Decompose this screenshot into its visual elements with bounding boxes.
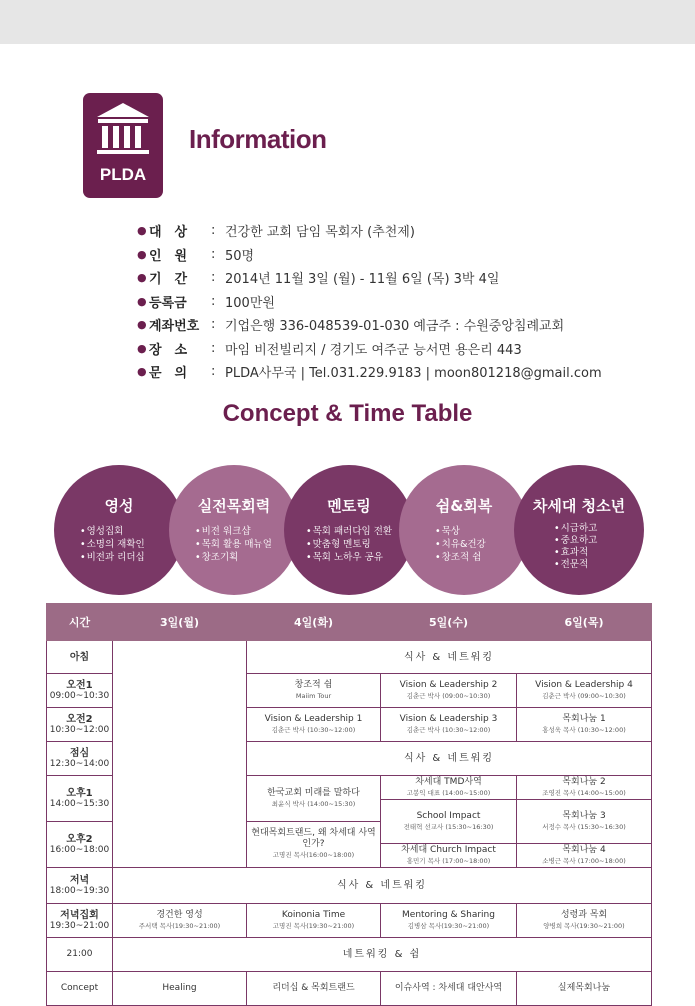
info-label: 인 원 bbox=[149, 248, 188, 264]
circle-item: • 창조기획 bbox=[195, 551, 272, 564]
info-row-period: ● 기 간 : 2014년 11월 3일 (월) - 11월 6일 (목) 3박 4일 bbox=[137, 270, 500, 288]
event-cell: 목회나눔 3 서정수 목사 (15:30~16:30) bbox=[517, 800, 652, 844]
circle-item: • 비전 워크샵 bbox=[195, 525, 272, 538]
circle-item: • 맞춤형 멘토링 bbox=[306, 538, 392, 551]
day3-empty-cell bbox=[113, 641, 247, 868]
plda-logo bbox=[83, 93, 163, 198]
circle-item: • 창조적 쉼 bbox=[435, 551, 486, 564]
info-value: 50명 bbox=[225, 248, 255, 264]
circle-item: • 효과적 bbox=[554, 547, 597, 559]
header-time: 시간 bbox=[47, 604, 113, 641]
info-label: 대 상 bbox=[149, 225, 188, 241]
row-night bbox=[47, 938, 652, 972]
event-cell: Mentoring & Sharing 김병삼 목사(19:30~21:00) bbox=[381, 904, 517, 938]
circle-title: 영성 bbox=[104, 497, 134, 515]
bullet-icon: ● bbox=[137, 365, 147, 379]
circle-title: 멘토링 bbox=[327, 497, 371, 515]
event-cell: 현대목회트랜드, 왜 차세대 사역인가? 고명진 목사(16:00~18:00) bbox=[247, 822, 381, 868]
merged-cell: 식사 & 네트워킹 bbox=[113, 868, 652, 904]
building-columns-icon bbox=[93, 101, 153, 159]
info-label: 등록금 bbox=[149, 295, 187, 311]
info-row-account: ● 계좌번호 : 기업은행 336-048539-01-030 예금주 : 수원중앙침례교회 bbox=[137, 317, 565, 335]
logo-text: PLDA bbox=[99, 165, 147, 184]
circle-item: • 치유&건강 bbox=[435, 538, 486, 551]
info-row-fee: ● 등록금 : 100만원 bbox=[137, 293, 275, 311]
circle-item: • 전문적 bbox=[554, 559, 597, 571]
circle-title: 쉼&회복 bbox=[435, 497, 493, 515]
bullet-icon: ● bbox=[137, 294, 147, 308]
row-label: 아침 bbox=[47, 641, 113, 674]
bullet-icon: ● bbox=[137, 224, 147, 238]
row-concept bbox=[47, 972, 652, 1006]
info-row-place: ● 장 소 : 마임 비전빌리지 / 경기도 여주군 능서면 용은리 443 bbox=[137, 340, 522, 358]
row-label: 오전2 10:30~12:00 bbox=[47, 708, 113, 742]
concept-cell: 실제목회나눔 bbox=[517, 972, 652, 1006]
info-label: 문 의 bbox=[149, 366, 188, 382]
concept-circle-mentoring bbox=[284, 465, 414, 595]
row-label: 오후2 16:00~18:00 bbox=[47, 822, 113, 868]
info-value: 2014년 11월 3일 (월) - 11월 6일 (목) 3박 4일 bbox=[225, 272, 500, 288]
info-value: 기업은행 336-048539-01-030 예금주 : 수원중앙침례교회 bbox=[225, 319, 565, 335]
concept-title: Concept & Time Table bbox=[222, 400, 473, 427]
info-value: PLDA사무국 | Tel.031.229.9183 | moon801218@gmail.com bbox=[225, 366, 602, 382]
row-breakfast bbox=[47, 641, 652, 674]
bullet-icon: ● bbox=[137, 318, 147, 332]
circle-item: • 비전과 리더십 bbox=[80, 551, 145, 564]
header-day6: 6일(목) bbox=[517, 604, 652, 641]
event-cell: School Impact 전태혁 선교사 (15:30~16:30) bbox=[381, 800, 517, 844]
circle-item: • 시급하고 bbox=[554, 523, 597, 535]
concept-circle-practice bbox=[169, 465, 299, 595]
circle-item: • 소명의 재확인 bbox=[80, 538, 145, 551]
top-band bbox=[0, 0, 695, 44]
info-row-contact: ● 문 의 : PLDA사무국 | Tel.031.229.9183 | moon801218@gmail.com bbox=[137, 364, 602, 382]
circle-item: • 목회 활용 매뉴얼 bbox=[195, 538, 272, 551]
concept-cell: 리더십 & 목회트랜드 bbox=[247, 972, 381, 1006]
header-day3: 3일(월) bbox=[113, 604, 247, 641]
event-cell: Vision & Leadership 3 김춘근 박사 (10:30~12:00) bbox=[381, 708, 517, 742]
row-label: 오전1 09:00~10:30 bbox=[47, 674, 113, 708]
header-day5: 5일(수) bbox=[381, 604, 517, 641]
concept-circles bbox=[54, 465, 644, 595]
merged-cell: 식사 & 네트워킹 bbox=[247, 641, 652, 674]
event-cell: 창조적 쉼 Maiim Tour bbox=[247, 674, 381, 708]
event-cell: 차세대 Church Impact 홍민기 목사 (17:00~18:00) bbox=[381, 844, 517, 868]
circle-title: 실전목회력 bbox=[197, 497, 271, 515]
merged-cell: 식사 & 네트워킹 bbox=[247, 742, 652, 776]
row-label: 저녁집회 19:30~21:00 bbox=[47, 904, 113, 938]
event-cell: 한국교회 미래를 말하다 최윤식 박사 (14:00~15:30) bbox=[247, 776, 381, 822]
circle-item: • 목회 패러다임 전환 bbox=[306, 525, 392, 538]
event-cell: 목회나눔 4 소병근 목사 (17:00~18:00) bbox=[517, 844, 652, 868]
row-label: 오후1 14:00~15:30 bbox=[47, 776, 113, 822]
event-cell: Vision & Leadership 1 김춘근 박사 (10:30~12:00) bbox=[247, 708, 381, 742]
row-label: 저녁 18:00~19:30 bbox=[47, 868, 113, 904]
circle-item: • 영성집회 bbox=[80, 525, 145, 538]
info-list bbox=[137, 219, 677, 384]
info-label: 기 간 bbox=[149, 272, 188, 288]
event-cell: 차세대 TMD사역 고봉익 대표 (14:00~15:00) bbox=[381, 776, 517, 800]
event-cell: 목회나눔 2 조영진 목사 (14:00~15:00) bbox=[517, 776, 652, 800]
concept-circle-rest bbox=[399, 465, 529, 595]
info-value: 100만원 bbox=[225, 295, 275, 311]
row-label: 점심 12:30~14:00 bbox=[47, 742, 113, 776]
row-label: 21:00 bbox=[47, 938, 113, 972]
merged-cell: 네트워킹 & 쉼 bbox=[113, 938, 652, 972]
event-cell: Vision & Leadership 4 김춘근 박사 (09:00~10:30) bbox=[517, 674, 652, 708]
bullet-icon: ● bbox=[137, 271, 147, 285]
event-cell: 경건한 영성 주서택 목사(19:30~21:00) bbox=[113, 904, 247, 938]
event-cell: 목회나눔 1 홍성욱 목사 (10:30~12:00) bbox=[517, 708, 652, 742]
concept-circle-spirituality bbox=[54, 465, 184, 595]
info-row-target: ● 대 상 : 건강한 교회 담임 목회자 (추천제) bbox=[137, 223, 415, 241]
event-cell: Vision & Leadership 2 김춘근 박사 (09:00~10:30) bbox=[381, 674, 517, 708]
info-label: 계좌번호 bbox=[149, 319, 200, 335]
info-label: 장 소 bbox=[149, 342, 188, 358]
circle-item: • 묵상 bbox=[435, 525, 486, 538]
row-evening bbox=[47, 904, 652, 938]
bullet-icon: ● bbox=[137, 341, 147, 355]
event-cell: Koinonia Time 고명진 목사(19:30~21:00) bbox=[247, 904, 381, 938]
info-row-people: ● 인 원 : 50명 bbox=[137, 246, 255, 264]
concept-circle-nextgen bbox=[514, 465, 644, 595]
event-cell: 성령과 목회 양병희 목사(19:30~21:00) bbox=[517, 904, 652, 938]
concept-cell: Healing bbox=[113, 972, 247, 1006]
time-table bbox=[46, 603, 652, 1006]
info-title: Information bbox=[189, 124, 327, 154]
circle-title: 차세대 청소년 bbox=[532, 497, 626, 515]
info-value: 건강한 교회 담임 목회자 (추천제) bbox=[225, 225, 415, 241]
concept-cell: 이슈사역 : 차세대 대안사역 bbox=[381, 972, 517, 1006]
row-dinner bbox=[47, 868, 652, 904]
info-value: 마임 비전빌리지 / 경기도 여주군 능서면 용은리 443 bbox=[225, 342, 522, 358]
header-day4: 4일(화) bbox=[247, 604, 381, 641]
circle-item: • 목회 노하우 공유 bbox=[306, 551, 392, 564]
row-label: Concept bbox=[47, 972, 113, 1006]
circle-item: • 중요하고 bbox=[554, 535, 597, 547]
bullet-icon: ● bbox=[137, 247, 147, 261]
